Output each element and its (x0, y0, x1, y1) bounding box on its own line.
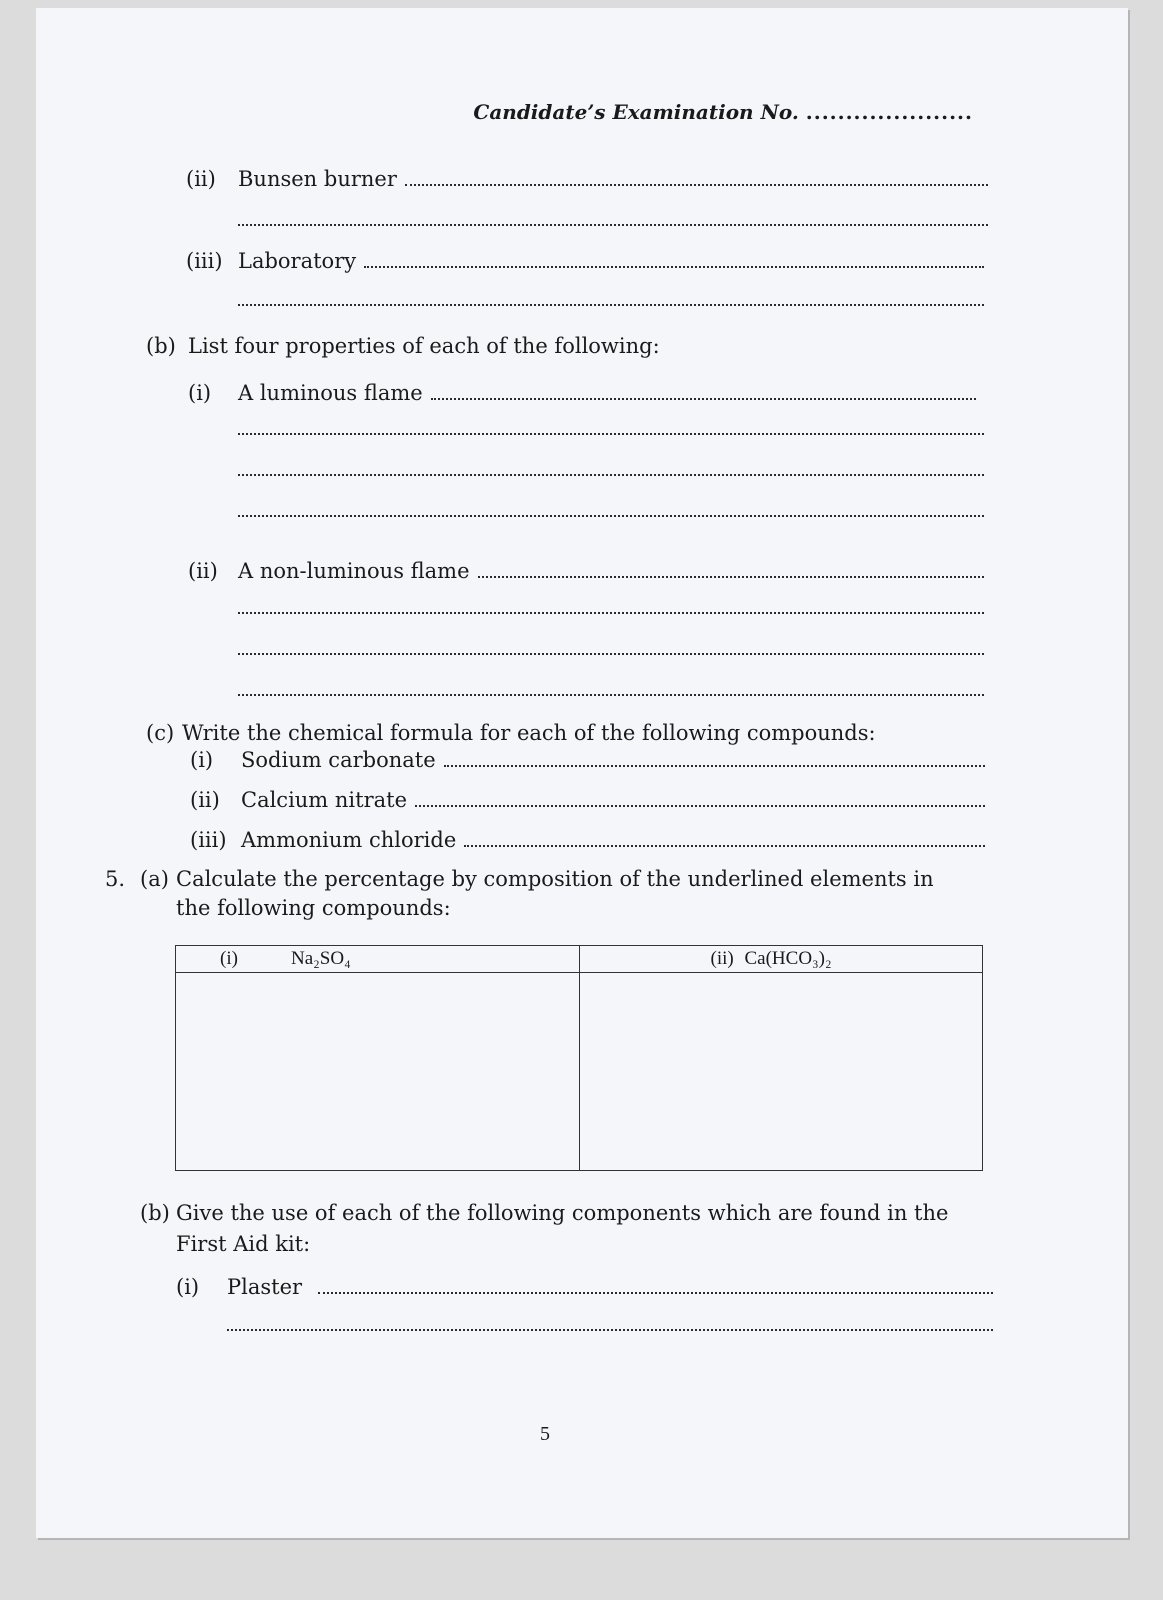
item-number: (i) (190, 748, 214, 772)
item-label: Laboratory (238, 249, 357, 273)
answer-line[interactable] (238, 515, 984, 517)
item-label: Calcium nitrate (241, 788, 408, 812)
part-letter: (b) (140, 1201, 170, 1225)
item-number: (ii) (186, 167, 216, 191)
part-prompt-cont: First Aid kit: (176, 1232, 311, 1256)
table-header-2 (580, 946, 983, 973)
answer-row (238, 558, 984, 584)
candidate-exam-number (473, 99, 973, 125)
answer-line[interactable] (444, 765, 985, 767)
part-prompt: List four properties of each of the following: (188, 334, 660, 358)
table-header-num: (ii) (710, 948, 734, 969)
answer-line[interactable] (227, 1329, 993, 1331)
part-prompt-cont: the following compounds: (176, 896, 451, 920)
part-prompt: Give the use of each of the following components which are found in the (176, 1201, 949, 1225)
answer-row (241, 827, 985, 853)
answer-line[interactable] (238, 304, 984, 306)
answer-line[interactable] (478, 576, 984, 578)
answer-line[interactable] (238, 433, 984, 435)
answer-line[interactable] (364, 266, 984, 268)
item-label: Ammonium chloride (241, 828, 457, 852)
answer-line[interactable] (238, 474, 984, 476)
item-number: (iii) (186, 249, 223, 273)
table-column-2 (579, 946, 983, 1170)
answer-line[interactable] (464, 845, 985, 847)
item-number: (ii) (190, 788, 220, 812)
answer-line[interactable] (238, 653, 984, 655)
answer-line[interactable] (238, 224, 988, 226)
answer-row (241, 747, 985, 773)
candidate-exam-label: Candidate’s Examination No. (473, 100, 799, 124)
item-label: Bunsen burner (238, 167, 397, 191)
table-header-formula: Na₂SO₄ (291, 948, 351, 969)
candidate-exam-blank[interactable]: ..................... (805, 100, 973, 124)
working-space-1[interactable] (176, 973, 579, 1170)
answer-line[interactable] (238, 612, 984, 614)
item-label: A non-luminous flame (238, 559, 470, 583)
table-header-1 (176, 946, 579, 973)
item-number: (i) (188, 381, 212, 405)
answer-line[interactable] (431, 398, 976, 400)
part-prompt: Calculate the percentage by composition of the underlined elements in (176, 867, 934, 891)
answer-line[interactable] (415, 805, 985, 807)
answer-line[interactable] (318, 1292, 993, 1294)
part-letter: (a) (140, 867, 169, 891)
part-letter: (c) (146, 721, 175, 745)
exam-page (36, 8, 1128, 1538)
composition-table (175, 945, 983, 1171)
part-letter: (b) (146, 334, 176, 358)
item-label: Plaster (227, 1275, 303, 1299)
item-number: (ii) (188, 559, 218, 583)
answer-row (227, 1274, 993, 1300)
answer-line[interactable] (238, 694, 984, 696)
working-space-2[interactable] (580, 973, 983, 1170)
answer-row (238, 248, 984, 274)
answer-line[interactable] (405, 184, 988, 186)
item-label: Sodium carbonate (241, 748, 436, 772)
page-number: 5 (540, 1423, 550, 1445)
table-column-1 (176, 946, 579, 1170)
table-header-num: (i) (220, 948, 238, 969)
table-header-formula: Ca(HCO₃)₂ (744, 948, 832, 969)
answer-row (238, 380, 976, 406)
item-number: (i) (176, 1275, 200, 1299)
item-label: A luminous flame (238, 381, 423, 405)
question-number: 5. (105, 867, 126, 891)
part-prompt: Write the chemical formula for each of the following compounds: (182, 721, 876, 745)
answer-row (241, 787, 985, 813)
answer-row (238, 166, 988, 192)
item-number: (iii) (190, 828, 227, 852)
